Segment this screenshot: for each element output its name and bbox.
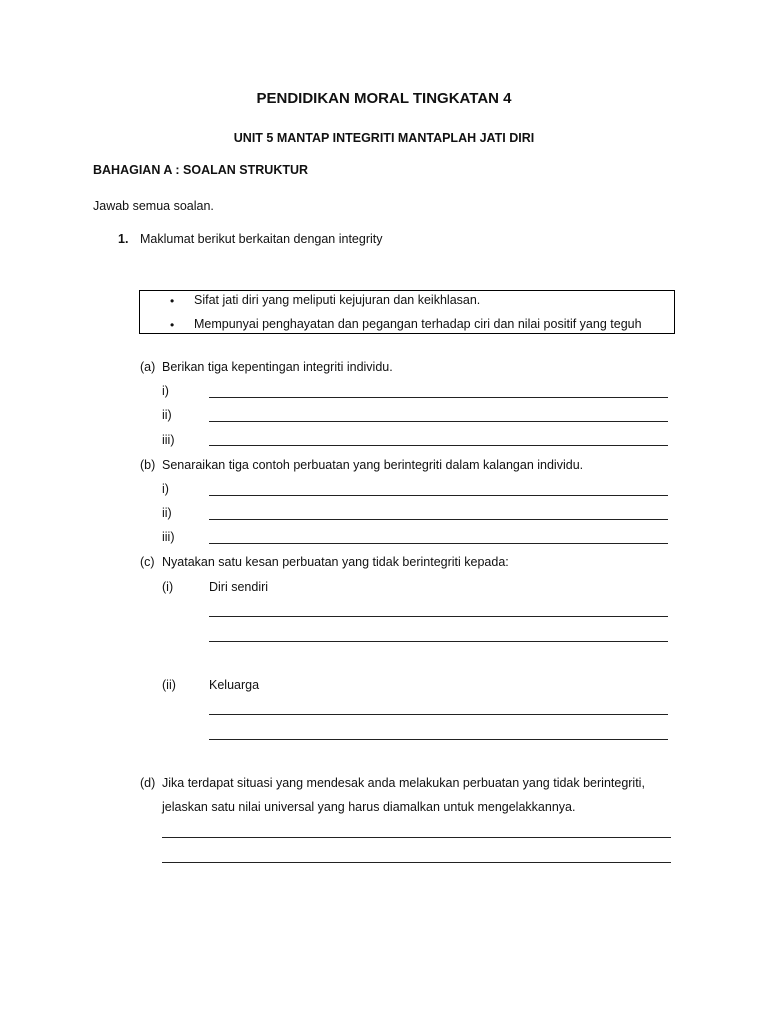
answer-line[interactable] — [209, 714, 668, 715]
part-c-sub-label: (i) — [162, 580, 174, 594]
part-d-text: jelaskan satu nilai universal yang harus diamalkan untuk mengelakkannya. — [162, 800, 576, 814]
answer-line[interactable] — [209, 543, 668, 544]
info-item: Mempunyai penghayatan dan pegangan terhadap ciri dan nilai positif yang teguh — [194, 317, 642, 331]
answer-line[interactable] — [209, 421, 668, 422]
part-a-item-label: i) — [162, 384, 169, 398]
answer-line[interactable] — [209, 616, 668, 617]
part-b-item-label: i) — [162, 482, 169, 496]
unit-subtitle: UNIT 5 MANTAP INTEGRITI MANTAPLAH JATI DIRI — [233, 131, 535, 145]
answer-line[interactable] — [209, 519, 668, 520]
answer-line[interactable] — [209, 739, 668, 740]
info-box — [139, 290, 675, 334]
answer-line[interactable] — [209, 641, 668, 642]
part-d-label: (d) — [140, 776, 156, 790]
answer-line[interactable] — [209, 445, 668, 446]
part-a-text: Berikan tiga kepentingan integriti individu. — [162, 360, 393, 374]
part-d-text: Jika terdapat situasi yang mendesak anda melakukan perbuatan yang tidak berintegriti, — [162, 776, 645, 790]
part-c-sub-text: Keluarga — [209, 678, 260, 692]
part-c-text: Nyatakan satu kesan perbuatan yang tidak berintegriti kepada: — [162, 555, 509, 569]
part-a-label: (a) — [140, 360, 156, 374]
answer-line[interactable] — [162, 837, 671, 838]
part-c-sub-label: (ii) — [162, 678, 176, 692]
part-b-item-label: iii) — [162, 530, 175, 544]
question-number: 1. — [118, 232, 129, 246]
part-c-sub-text: Diri sendiri — [209, 580, 269, 594]
part-a-item-label: iii) — [162, 433, 175, 447]
question-text: Maklumat berikut berkaitan dengan integrity — [140, 232, 383, 246]
part-a-item-label: ii) — [162, 408, 172, 422]
section-heading: BAHAGIAN A : SOALAN STRUKTUR — [93, 163, 309, 177]
answer-line[interactable] — [162, 862, 671, 863]
page-title: PENDIDIKAN MORAL TINGKATAN 4 — [256, 90, 512, 107]
part-c-label: (c) — [140, 555, 155, 569]
part-b-item-label: ii) — [162, 506, 172, 520]
part-b-label: (b) — [140, 458, 156, 472]
part-b-text: Senaraikan tiga contoh perbuatan yang berintegriti dalam kalangan individu. — [162, 458, 584, 472]
bullet-icon: • — [170, 318, 175, 332]
answer-line[interactable] — [209, 495, 668, 496]
bullet-icon: • — [170, 294, 175, 308]
answer-line[interactable] — [209, 397, 668, 398]
info-item: Sifat jati diri yang meliputi kejujuran dan keikhlasan. — [194, 293, 481, 307]
instruction-text: Jawab semua soalan. — [93, 199, 214, 213]
